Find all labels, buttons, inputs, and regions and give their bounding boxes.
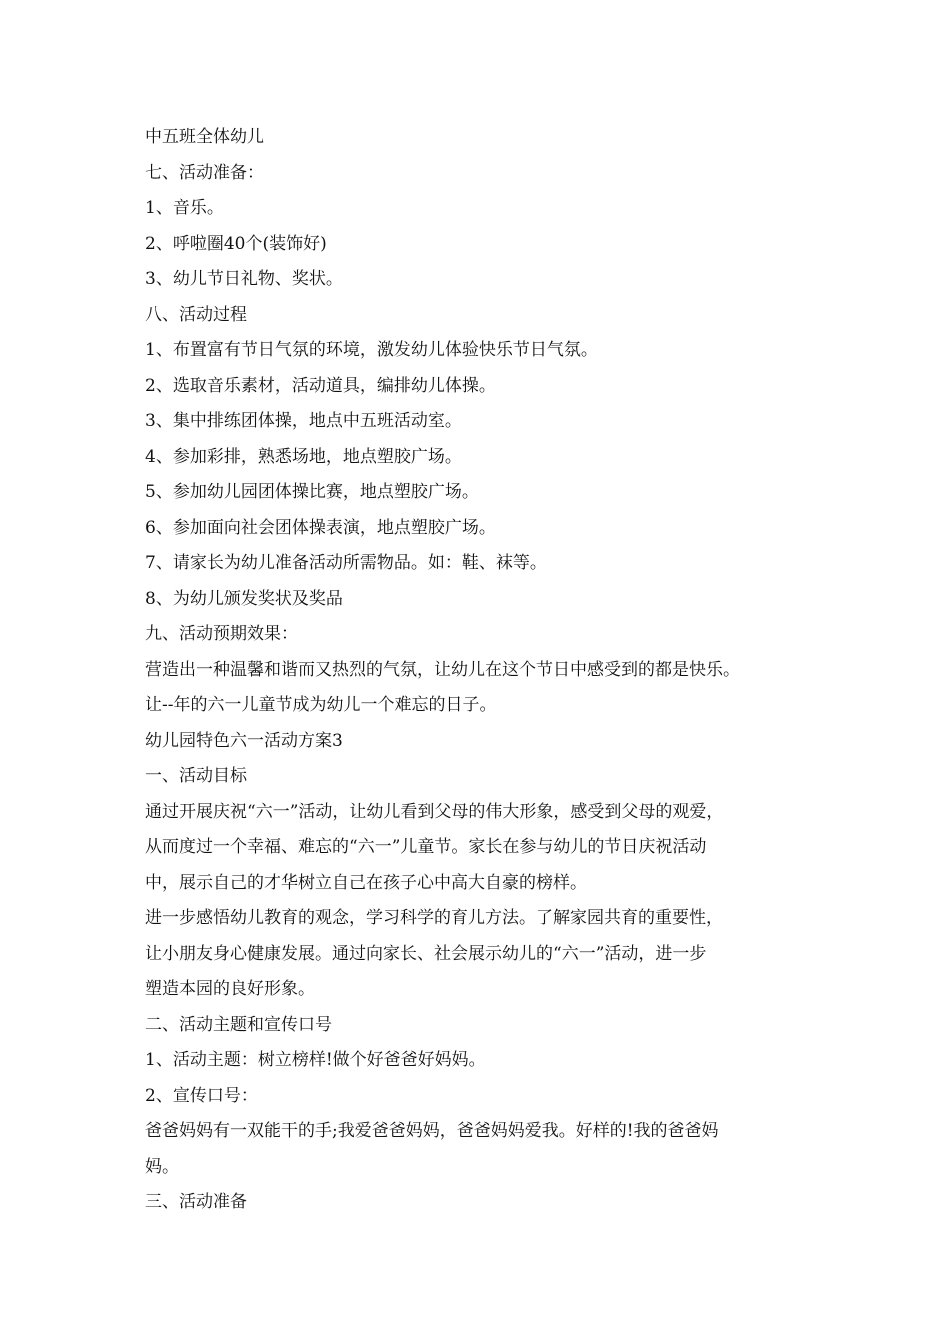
document-title: 幼儿园特色六一活动方案3 <box>145 730 343 751</box>
list-item: 1、布置富有节日气氛的环境，激发幼儿体验快乐节日气氛。 <box>145 340 598 360</box>
list-item: 6、参加面向社会团体操表演，地点塑胶广场。 <box>145 517 496 538</box>
paragraph-line: 从而度过一个幸福、难忘的“六一”儿童节。家长在参与幼儿的节日庆祝活动 <box>145 837 707 857</box>
paragraph-line: 让--年的六一儿童节成为幼儿一个难忘的日子。 <box>145 695 497 715</box>
list-item: 3、幼儿节日礼物、奖状。 <box>145 269 343 289</box>
list-item: 5、参加幼儿园团体操比赛，地点塑胶广场。 <box>145 482 479 502</box>
section-heading: 一、活动目标 <box>145 766 247 786</box>
section-heading: 九、活动预期效果： <box>145 624 298 644</box>
section-heading: 八、活动过程 <box>145 304 247 325</box>
paragraph-line: 塑造本园的良好形象。 <box>145 979 315 999</box>
paragraph-line: 中，展示自己的才华树立自己在孩子心中高大自豪的榜样。 <box>145 872 587 893</box>
list-item: 4、参加彩排，熟悉场地，地点塑胶广场。 <box>145 446 462 467</box>
section-heading: 七、活动准备： <box>145 162 264 183</box>
list-item: 3、集中排练团体操，地点中五班活动室。 <box>145 411 462 431</box>
list-item: 8、为幼儿颁发奖状及奖品 <box>145 588 343 609</box>
paragraph-line: 爸爸妈妈有一双能干的手;我爱爸爸妈妈，爸爸妈妈爱我。好样的!我的爸爸妈 <box>145 1121 719 1141</box>
document-page <box>145 120 835 1221</box>
paragraph-line: 让小朋友身心健康发展。通过向家长、社会展示幼儿的“六一”活动，进一步 <box>145 943 707 964</box>
list-item: 2、选取音乐素材，活动道具，编排幼儿体操。 <box>145 375 496 396</box>
paragraph-line: 营造出一种温馨和谐而又热烈的气氛，让幼儿在这个节日中感受到的都是快乐。 <box>145 659 740 680</box>
text-line: 中五班全体幼儿 <box>145 127 264 147</box>
paragraph-line: 妈。 <box>145 1156 179 1177</box>
section-heading: 二、活动主题和宣传口号 <box>145 1014 332 1035</box>
paragraph-line: 进一步感悟幼儿教育的观念，学习科学的育儿方法。了解家园共育的重要性， <box>145 908 723 928</box>
list-item: 2、宣传口号： <box>145 1085 258 1106</box>
list-item: 7、请家长为幼儿准备活动所需物品。如：鞋、袜等。 <box>145 553 547 573</box>
list-item: 1、活动主题：树立榜样!做个好爸爸好妈妈。 <box>145 1050 486 1070</box>
section-heading: 三、活动准备 <box>145 1192 247 1212</box>
paragraph-line: 通过开展庆祝“六一”活动，让幼儿看到父母的伟大形象，感受到父母的观爱， <box>145 801 724 822</box>
list-item: 2、呼啦圈40个(装饰好) <box>145 233 327 254</box>
list-item: 1、音乐。 <box>145 198 224 218</box>
